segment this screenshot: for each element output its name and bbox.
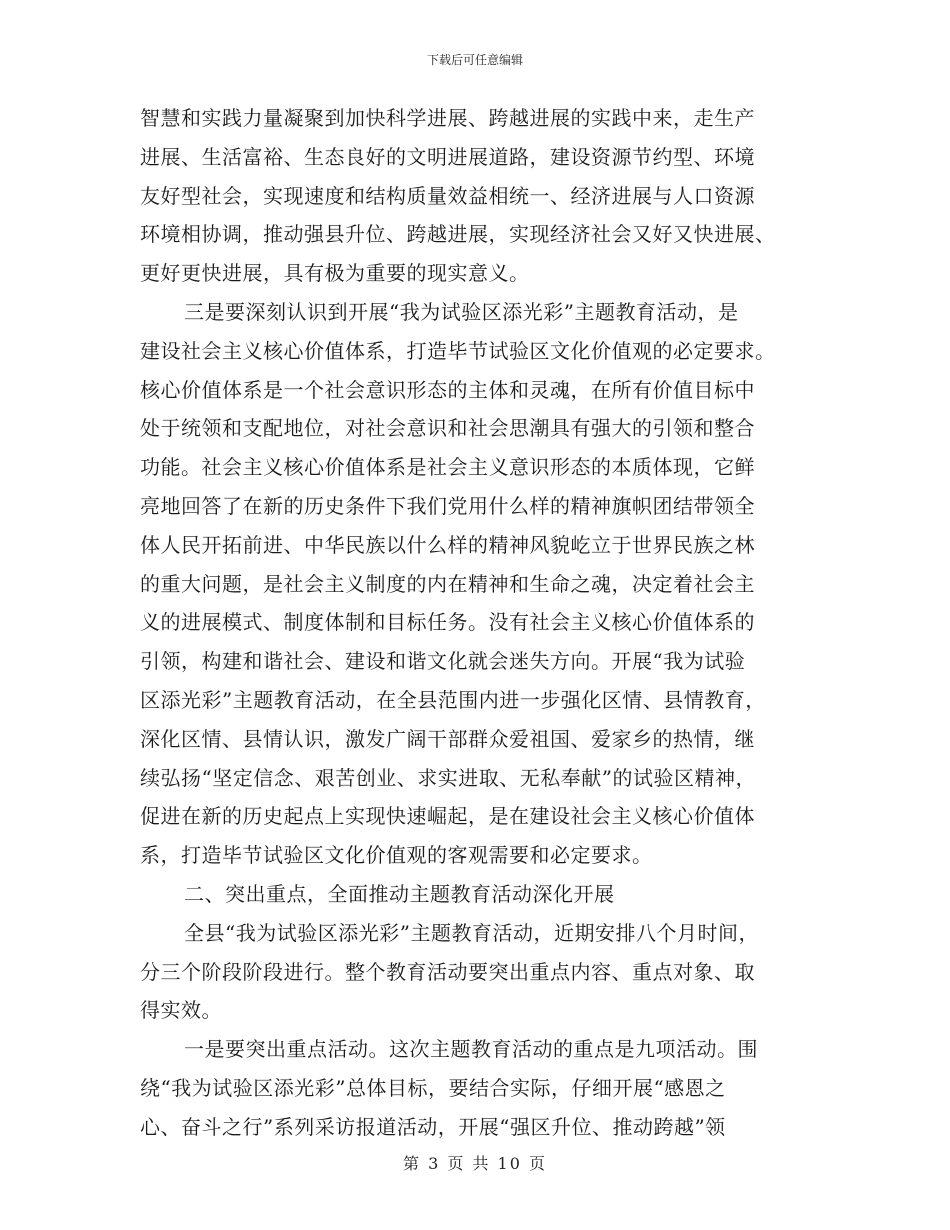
page-header: 下载后可任意编辑 <box>426 53 523 67</box>
text-line: 核心价值体系是一个社会意识形态的主体和灵魂，在所有价值目标中 <box>140 377 755 402</box>
document-body <box>140 106 810 1154</box>
text-line: 智慧和实践力量凝聚到加快科学进展、跨越进展的实践中来，走生产 <box>140 106 755 130</box>
paragraph-first-line: 一是要突出重点活动。这次主题教育活动的重点是九项活动。围 <box>184 1037 758 1062</box>
text-line: 分三个阶段阶段进行。整个教育活动要突出重点内容、重点对象、取 <box>140 959 755 984</box>
text-line: 绕“我为试验区添光彩”总体目标，要结合实际，仔细开展“感恩之 <box>140 1075 726 1100</box>
text-line: 友好型社会，实现速度和结构质量效益相统一、经济进展与人口资源 <box>140 183 755 208</box>
text-line: 更好更快进展，具有极为重要的现实意义。 <box>140 261 530 286</box>
text-line: 义的进展模式、制度体制和目标任务。没有社会主义核心价值体系的 <box>140 610 755 635</box>
text-line: 续弘扬“坚定信念、艰苦创业、求实进取、无私奉献”的试验区精神， <box>140 765 756 790</box>
text-line: 系，打造毕节试验区文化价值观的客观需要和必定要求。 <box>140 843 653 868</box>
text-line: 心、奋斗之行”系列采访报道活动，开展“强区升位、推动跨越”领 <box>140 1114 726 1139</box>
section-heading: 二、突出重点，全面推动主题教育活动深化开展 <box>184 881 615 906</box>
text-line: 深化区情、县情认识，激发广阔干部群众爱祖国、爱家乡的热情，继 <box>140 726 755 751</box>
text-line: 区添光彩”主题教育活动，在全县范围内进一步强化区情、县情教育， <box>140 687 766 712</box>
page-number-footer: 第 3 页 共 10 页 <box>403 1154 547 1173</box>
text-line: 体人民开拓前进、中华民族以什么样的精神风貌屹立于世界民族之林 <box>140 532 755 557</box>
text-line: 进展、生活富裕、生态良好的文明进展道路，建设资源节约型、环境 <box>140 144 755 169</box>
text-line: 功能。社会主义核心价值体系是社会主义意识形态的本质体现，它鲜 <box>140 455 755 480</box>
text-line: 得实效。 <box>140 998 222 1023</box>
text-line: 环境相协调，推动强县升位、跨越进展，实现经济社会又好又快进展、 <box>140 222 776 247</box>
paragraph-first-line: 全县“我为试验区添光彩”主题教育活动，近期安排八个月时间， <box>184 920 759 945</box>
text-line: 处于统领和支配地位，对社会意识和社会思潮具有强大的引领和整合 <box>140 416 755 441</box>
text-line: 亮地回答了在新的历史条件下我们党用什么样的精神旗帜团结带领全 <box>140 493 755 518</box>
text-line: 引领，构建和谐社会、建设和谐文化就会迷失方向。开展“我为试验 <box>140 649 746 674</box>
paragraph-first-line: 三是要深刻认识到开展“我为试验区添光彩”主题教育活动，是 <box>184 299 739 324</box>
text-line: 的重大问题，是社会主义制度的内在精神和生命之魂，决定着社会主 <box>140 571 755 596</box>
text-line: 建设社会主义核心价值体系，打造毕节试验区文化价值观的必定要求。 <box>140 338 776 363</box>
text-line: 促进在新的历史起点上实现快速崛起，是在建设社会主义核心价值体 <box>140 804 755 829</box>
